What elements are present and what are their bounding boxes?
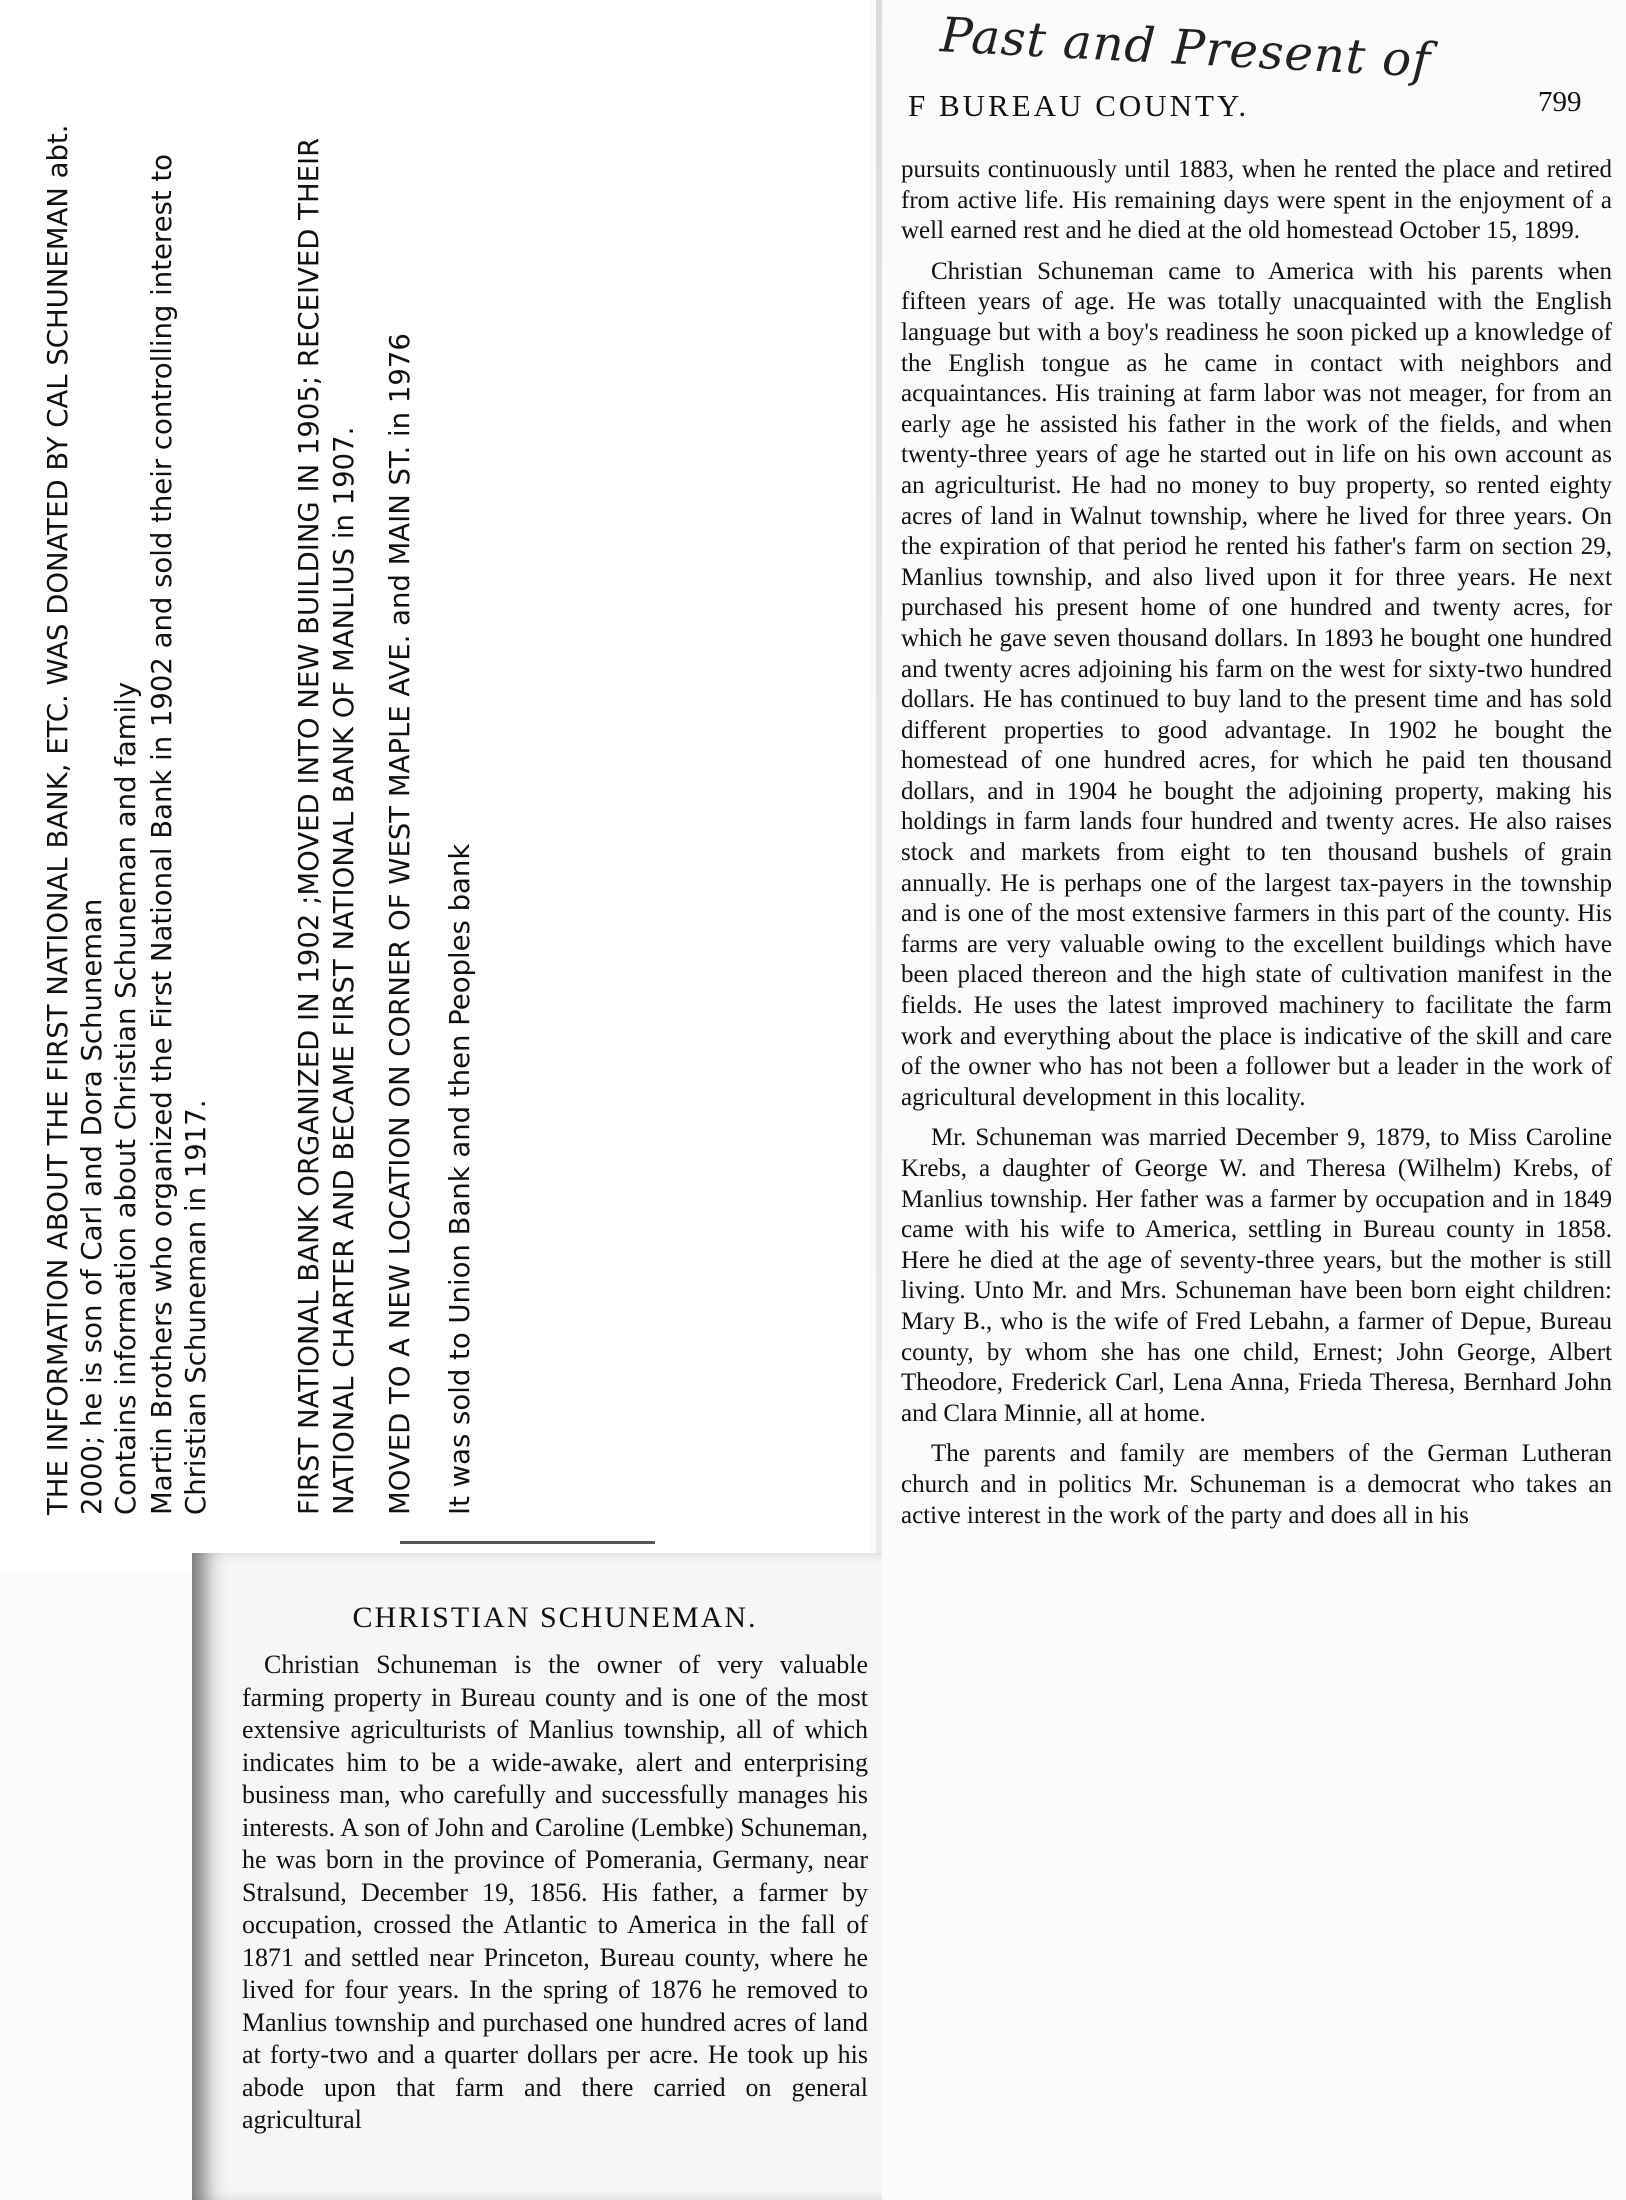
left-clipping [192,1553,882,2200]
typed-note-line: 2000; he is son of Carl and Dora Schuneman [76,898,108,1515]
typed-note-line: NATIONAL CHARTER AND BECAME FIRST NATIONAL BANK OF MANLIUS in 1907. [328,426,360,1515]
article-paragraph: Christian Schuneman came to America with his parents when fifteen years of age. He was totally unacquainted with the English language but with a boy's readiness he soon picked up a knowledge of the English tongue as he came in contact with neighbors and acquaintances. His training at farm labor was not meager, for from an early age he assisted his father in the work of the fields, and when twenty-three years of age he started out in life on his own account as an agriculturist. He had no money to buy property, so rented eighty acres of land in Walnut township, where he lived for three years. On the expiration of that period he rented his father's farm on section 29, Manlius township, and also lived upon it for three years. He next purchased his present home of one hundred and twenty acres, for which he gave seven thousand dollars. In 1893 he bought one hundred and twenty acres adjoining his farm on the west for sixty-two hundred dollars. He has continued to buy land to the present time and has sold different properties to good advantage. In 1902 he bought the homestead of one hundred acres, for which he paid ten thousand dollars, and in 1904 he bought the adjoining property, making his holdings in farm lands four hundred and twenty acres. He also raises stock and markets from eight to ten thousand bushels of grain annually. He is perhaps one of the largest tax-payers in the township and is one of the most extensive farmers in this part of the county. His farms are very valuable owing to the excellent buildings which have been placed thereon and the high state of cultivation manifest in the fields. He uses the latest improved machinery to facilitate the farm work and everything about the place is indicative of the skill and care of the owner who has not been a follower but a leader in the work of agricultural development in this locality. [901,257,1612,1111]
handwritten-note: Past and Present of [938,7,1433,89]
typed-note-line: FIRST NATIONAL BANK ORGANIZED IN 1902 ;MOVED INTO NEW BUILDING IN 1905; RECEIVED THEIR [293,137,325,1515]
typed-notes-panel [0,0,870,1570]
article-paragraph: The parents and family are members of the German Lutheran church and in politics Mr. Schuneman is a democrat who takes an active interest in the work of the party and does all in his [901,1440,1612,1529]
typed-note-line: Martin Brothers who organized the First National Bank in 1902 and sold their controlling interest to [146,154,178,1515]
article-paragraph: Mr. Schuneman was married December 9, 1879, to Miss Caroline Krebs, a daughter of George W. and Theresa (Wilhelm) Krebs, of Manlius township. Her father was a farmer by occupation and in 1849 came with his wife to America, settling in Bureau county in 1858. Here he died at the age of seventy-three years, but the mother is still living. Unto Mr. and Mrs. Schuneman have been born eight children: Mary B., who is the wife of Fred Lebahn, a farmer of Depue, Bureau county, by whom she has one child, Ernest; John George, Albert Theodore, Frederick Carl, Lena Anna, Frieda Theresa, Bernhard John and Clara Minnie, all at home. [901,1124,1612,1427]
typed-note-line: Contains information about Christian Schuneman and family [110,681,142,1515]
typed-note-line: Christian Schuneman in 1917. [180,1099,212,1515]
typed-note-line: MOVED TO A NEW LOCATION ON CORNER OF WEST MAPLE AVE. and MAIN ST. in 1976 [384,333,416,1515]
typed-note-line: THE INFORMATION ABOUT THE FIRST NATIONAL BANK, ETC. WAS DONATED BY CAL SCHUNEMAN abt. [42,124,74,1515]
article-title: CHRISTIAN SCHUNEMAN. [352,1601,758,1634]
article-paragraph: pursuits continuously until 1883, when he rented the place and retired from active life. His remaining days were spent in the enjoyment of a well earned rest and he died at the old homestead October 15, 1899. [901,156,1612,245]
page-number: 799 [1538,86,1582,118]
divider-line [400,1541,655,1544]
article-paragraph: Christian Schuneman is the owner of very valuable farming property in Bureau county and is one of the most extensive agriculturists of Manlius township, all of which indicates him to be a wide-awake, alert and enterprising business man, who carefully and successfully manages his interests. A son of John and Caroline (Lembke) Schuneman, he was born in the province of Pomerania, Germany, near Stralsund, December 19, 1856. His father, a farmer by occupation, crossed the Atlantic to America in the fall of 1871 and settled near Princeton, Bureau county, where he lived for four years. In the spring of 1876 he removed to Manlius township and purchased one hundred acres of land at forty-two and a quarter dollars per acre. He took up his abode upon that farm and there carried on general agricultural [242,1650,868,2134]
right-clipping [883,155,1626,2200]
typed-note-line: It was sold to Union Bank and then Peoples bank [444,843,476,1515]
running-header: F BUREAU COUNTY. [908,88,1250,123]
